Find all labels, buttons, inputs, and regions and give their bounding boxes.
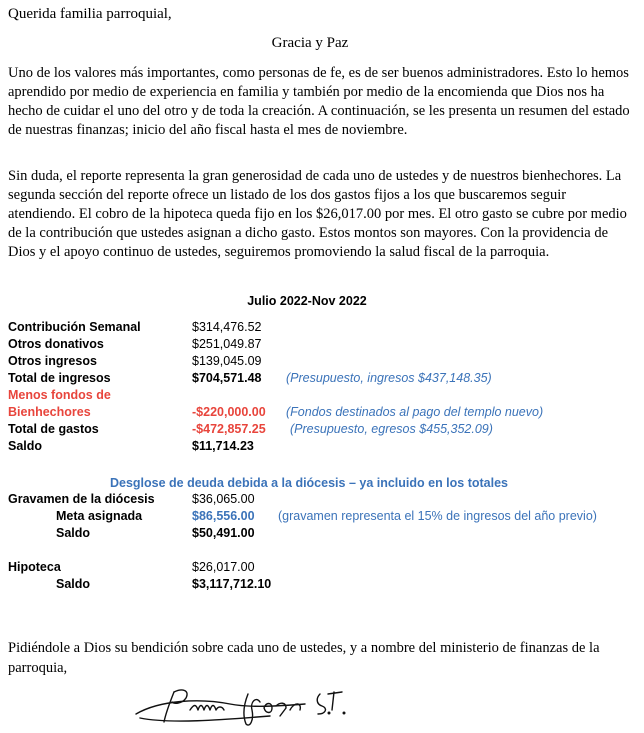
row-label: Saldo [56, 577, 91, 591]
row-label: Saldo [56, 526, 91, 540]
row-value: $50,491.00 [192, 526, 255, 540]
row-value: $86,556.00 [192, 509, 255, 523]
row-value: $314,476.52 [192, 320, 262, 334]
debt-section-title: Desglose de deuda debida a la diócesis – ya incluido en los totales [109, 476, 509, 490]
row-label: Gravamen de la diócesis [8, 492, 155, 506]
row-label: Contribución Semanal [8, 320, 141, 334]
row-value: $139,045.09 [192, 354, 262, 368]
row-label: Saldo [8, 439, 43, 453]
salutation: Querida familia parroquial, [8, 6, 172, 22]
row-label: Meta asignada [56, 509, 143, 523]
row-label: Otros ingresos [8, 354, 97, 368]
row-label: Bienhechores [8, 405, 91, 419]
row-value: $3,117,712.10 [192, 577, 272, 591]
closing-paragraph: Pidiéndole a Dios su bendición sobre cada uno de ustedes, y a nombre del ministerio de finanzas de la parroquia, [8, 640, 600, 676]
summary-paragraph: Sin duda, el reporte representa la gran generosidad de cada uno de ustedes y de nuestros bienhechores. La segunda sección del reporte ofrece un listado de los dos gastos fijos a los que buscaremos seguir atendiendo. El cobro de la hipoteca queda fijo en los $26,017.00 por mes. El otro gasto se cubre por medio de la contribución que ustedes asignan a dicho gasto. Estos montos son mayores. Con la providencia de Dios y el apoyo continuo de ustedes, seguiremos promoviendo la salud fiscal de la parroquia. [8, 168, 627, 260]
row-value: $36,065.00 [192, 492, 255, 506]
funds-note-text: (Fondos destinados al pago del templo nuevo) [286, 405, 544, 419]
row-label: Hipoteca [8, 560, 61, 574]
row-value: -$220,000.00 [192, 405, 266, 419]
income-budget-note: (Presupuesto, ingresos $437,148.35) [286, 371, 492, 385]
row-value: $11,714.23 [192, 439, 254, 453]
row-label: Total de ingresos [8, 371, 111, 385]
row-value: $251,049.87 [192, 337, 262, 351]
row-value: -$472,857.25 [192, 422, 266, 436]
assessment-note: (gravamen representa el 15% de ingresos del año previo) [278, 509, 597, 523]
row-value: $26,017.00 [192, 560, 255, 574]
row-value: $704,571.48 [192, 371, 262, 385]
greeting: Gracia y Paz [271, 35, 349, 51]
row-label: Menos fondos de [8, 388, 111, 402]
funds-note [286, 405, 543, 419]
row-label: Total de gastos [8, 422, 99, 436]
row-label: Otros donativos [8, 337, 104, 351]
report-period: Julio 2022-Nov 2022 [247, 294, 367, 308]
signature-image [130, 680, 360, 730]
expenses-budget-note: (Presupuesto, egresos $455,352.09) [290, 422, 493, 436]
intro-paragraph: Uno de los valores más importantes, como personas de fe, es de ser buenos administradores. Esto lo hemos aprendido por medio de experiencia en familia y también por medio de la encomienda que Dios nos ha hecho de cuidar el uno del otro y de toda la creación. A continuación, se les presenta un resumen del estado de nuestras finanzas; inicio del año fiscal hasta el mes de noviembre. [8, 65, 630, 138]
